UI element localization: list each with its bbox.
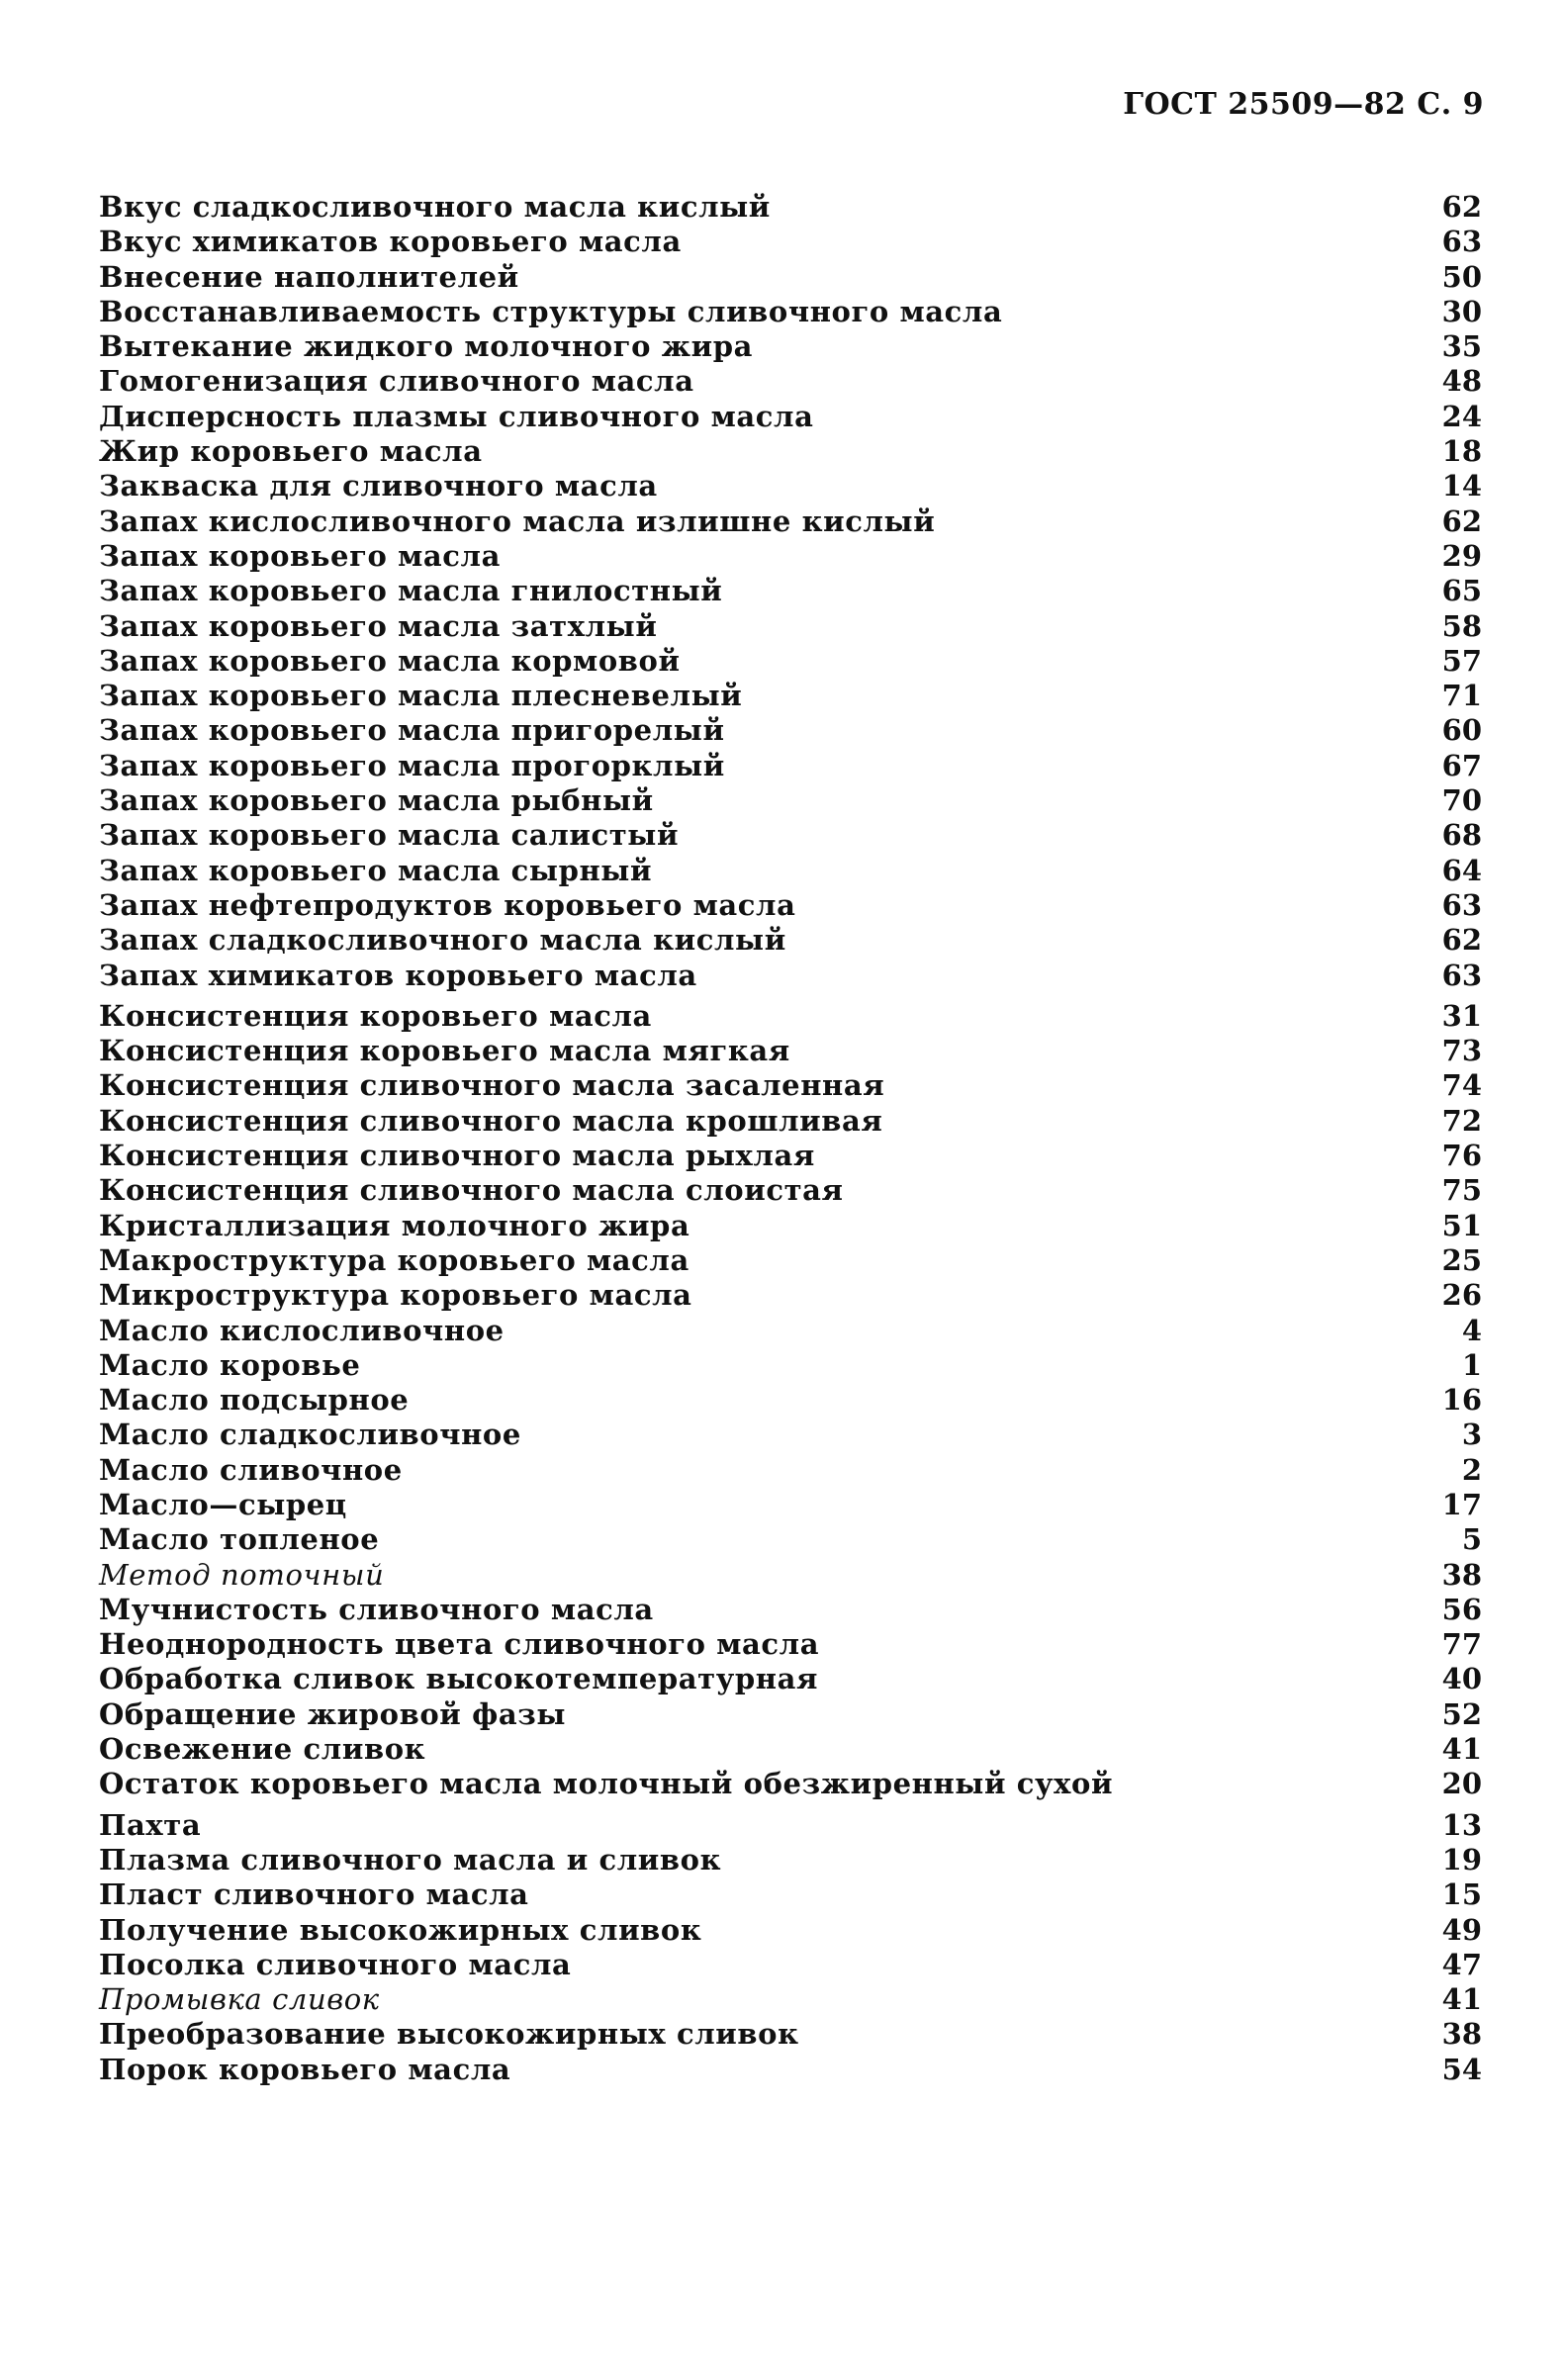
index-entry [99, 329, 1482, 364]
index-entry [99, 1767, 1482, 1801]
index-page-number: 16 [1441, 1383, 1482, 1418]
index-term: Промывка сливок [99, 1982, 380, 2017]
index-page-number: 65 [1441, 574, 1482, 608]
index-entry [99, 1732, 1482, 1767]
index-entry [99, 400, 1482, 434]
index-entry [99, 574, 1482, 608]
index-page-number: 29 [1441, 538, 1482, 573]
index-page-number: 14 [1441, 469, 1482, 503]
index-term: Запах кислосливочного масла излишне кислый [99, 503, 936, 538]
index-page-number: 38 [1441, 1557, 1482, 1592]
index-entry [99, 1243, 1482, 1278]
index-page-number: 60 [1441, 713, 1482, 748]
index-page-number: 25 [1441, 1242, 1482, 1277]
index-page-number: 24 [1441, 399, 1482, 433]
index-term: Метод поточный [99, 1557, 385, 1592]
index-entry [99, 679, 1482, 713]
index-entry [99, 959, 1482, 993]
index-page-number: 2 [1461, 1452, 1482, 1487]
index-entry [99, 295, 1482, 329]
index-term: Масло сладкосливочное [99, 1418, 521, 1452]
index-page-number: 54 [1441, 2052, 1482, 2086]
index-term: Запах химикатов коровьего масла [99, 958, 697, 992]
index-term: Пласт сливочного масла [99, 1877, 529, 1912]
index-entry [99, 783, 1482, 818]
index-entry [99, 1697, 1482, 1732]
index-page-number: 73 [1441, 1034, 1482, 1068]
index-entry [99, 1314, 1482, 1348]
index-entry [99, 504, 1482, 539]
index-entry [99, 999, 1482, 1034]
index-term: Запах коровьего масла пригорелый [99, 713, 725, 748]
index-entry [99, 1808, 1482, 1843]
index-page-number: 47 [1441, 1947, 1482, 1981]
index-entry [99, 609, 1482, 644]
index-page-number: 62 [1441, 190, 1482, 224]
index-term: Внесение наполнителей [99, 259, 519, 294]
index-page-number: 72 [1441, 1103, 1482, 1138]
index-term: Запах коровьего масла плесневелый [99, 679, 743, 713]
index-page-number: 75 [1441, 1173, 1482, 1208]
index-entry [99, 1627, 1482, 1662]
index-entry [99, 225, 1482, 259]
index-term: Пахта [99, 1807, 202, 1842]
index-page-number: 62 [1441, 503, 1482, 538]
index-page-number: 68 [1441, 818, 1482, 853]
index-page-number: 67 [1441, 748, 1482, 782]
index-page-number: 57 [1441, 643, 1482, 678]
index-term: Жир коровьего масла [99, 434, 483, 469]
index-term: Консистенция коровьего масла [99, 998, 652, 1033]
index-term: Преобразование высокожирных сливок [99, 2017, 799, 2052]
index-page-number: 18 [1441, 434, 1482, 469]
index-entry [99, 1662, 1482, 1696]
index-entry [99, 1913, 1482, 1948]
index-term: Запах коровьего масла рыбный [99, 783, 654, 818]
index-term: Обработка сливок высокотемпературная [99, 1662, 819, 1696]
index-entry [99, 749, 1482, 783]
index-page-number: 64 [1441, 853, 1482, 887]
index-page-number: 41 [1441, 1732, 1482, 1767]
index-entry [99, 469, 1482, 503]
index-term: Запах коровьего масла кормовой [99, 643, 681, 678]
index-entry [99, 1982, 1482, 2017]
page-header: ГОСТ 25509—82 С. 9 [1123, 87, 1484, 122]
index-entry [99, 888, 1482, 923]
index-term: Получение высокожирных сливок [99, 1912, 702, 1947]
index-term: Запах сладкосливочного масла кислый [99, 923, 786, 958]
index-entry [99, 1209, 1482, 1243]
index-page-number: 74 [1441, 1068, 1482, 1103]
index-term: Вытекание жидкого молочного жира [99, 329, 754, 364]
index-term: Масло топленое [99, 1522, 380, 1557]
index-term: Дисперсность плазмы сливочного масла [99, 399, 814, 433]
index-term: Остаток коровьего масла молочный обезжиренный сухой [99, 1767, 1114, 1801]
index-entry [99, 434, 1482, 469]
index-term: Масло кислосливочное [99, 1313, 505, 1347]
index-entry [99, 2053, 1482, 2087]
index-term: Освежение сливок [99, 1732, 426, 1767]
index-entry [99, 1139, 1482, 1173]
index-term: Запах коровьего масла салистый [99, 818, 680, 853]
term-index-list [99, 190, 1482, 2087]
index-entry [99, 1593, 1482, 1627]
index-term: Посолка сливочного масла [99, 1947, 572, 1981]
index-entry [99, 1522, 1482, 1557]
index-page-number: 76 [1441, 1139, 1482, 1173]
index-term: Масло—сырец [99, 1487, 347, 1521]
index-page-number: 63 [1441, 958, 1482, 992]
index-entry [99, 1173, 1482, 1208]
index-entry [99, 1558, 1482, 1593]
index-entry [99, 2017, 1482, 2052]
index-page-number: 17 [1441, 1487, 1482, 1521]
index-term: Консистенция сливочного масла засаленная [99, 1068, 885, 1103]
index-page-number: 51 [1441, 1208, 1482, 1242]
index-entry [99, 713, 1482, 748]
index-term: Гомогенизация сливочного масла [99, 364, 694, 399]
index-page-number: 70 [1441, 783, 1482, 818]
index-entry [99, 818, 1482, 853]
index-term: Плазма сливочного масла и сливок [99, 1842, 722, 1877]
index-term: Запах коровьего масла [99, 538, 501, 573]
index-page-number: 63 [1441, 225, 1482, 259]
index-page-number: 26 [1441, 1278, 1482, 1313]
index-page-number: 40 [1441, 1662, 1482, 1696]
index-page-number: 20 [1441, 1767, 1482, 1801]
index-term: Восстанавливаемость структуры сливочного масла [99, 294, 1003, 328]
index-term: Запах коровьего масла затхлый [99, 608, 658, 643]
index-page-number: 1 [1461, 1347, 1482, 1382]
index-page-number: 77 [1441, 1627, 1482, 1662]
index-page-number: 35 [1441, 329, 1482, 364]
index-entry [99, 260, 1482, 295]
index-page-number: 15 [1441, 1877, 1482, 1912]
index-entry [99, 854, 1482, 888]
index-term: Масло сливочное [99, 1452, 403, 1487]
index-entry [99, 364, 1482, 399]
index-entry [99, 1348, 1482, 1383]
index-entry [99, 1068, 1482, 1103]
index-entry [99, 1948, 1482, 1982]
index-term: Макроструктура коровьего масла [99, 1242, 689, 1277]
index-term: Микроструктура коровьего масла [99, 1278, 692, 1313]
index-term: Закваска для сливочного масла [99, 469, 658, 503]
index-page-number: 49 [1441, 1912, 1482, 1947]
index-page-number: 13 [1441, 1807, 1482, 1842]
index-page-number: 4 [1461, 1313, 1482, 1347]
index-page-number: 5 [1461, 1522, 1482, 1557]
index-term: Консистенция сливочного масла крошливая [99, 1103, 883, 1138]
index-entry [99, 1418, 1482, 1452]
index-term: Обращение жировой фазы [99, 1696, 567, 1731]
index-entry [99, 1034, 1482, 1068]
index-term: Консистенция коровьего масла мягкая [99, 1034, 790, 1068]
index-page-number: 62 [1441, 923, 1482, 958]
index-page-number: 19 [1441, 1842, 1482, 1877]
index-entry [99, 644, 1482, 679]
index-page-number: 50 [1441, 259, 1482, 294]
index-page-number: 52 [1441, 1696, 1482, 1731]
index-entry [99, 1104, 1482, 1139]
index-entry [99, 190, 1482, 225]
index-entry [99, 1843, 1482, 1877]
index-page-number: 63 [1441, 887, 1482, 922]
index-entry [99, 1278, 1482, 1313]
index-page-number: 58 [1441, 608, 1482, 643]
index-term: Запах коровьего масла гнилостный [99, 574, 723, 608]
index-page-number: 48 [1441, 364, 1482, 399]
index-page-number: 41 [1441, 1982, 1482, 2017]
index-page-number: 30 [1441, 294, 1482, 328]
index-entry [99, 1877, 1482, 1912]
index-term: Кристаллизация молочного жира [99, 1208, 690, 1242]
index-term: Вкус химикатов коровьего масла [99, 225, 682, 259]
index-term: Масло коровье [99, 1347, 361, 1382]
index-term: Консистенция сливочного масла рыхлая [99, 1139, 815, 1173]
index-page-number: 31 [1441, 998, 1482, 1033]
index-page-number: 56 [1441, 1592, 1482, 1626]
index-term: Запах коровьего масла прогорклый [99, 748, 725, 782]
index-term: Вкус сладкосливочного масла кислый [99, 190, 771, 224]
index-page-number: 71 [1441, 679, 1482, 713]
index-term: Консистенция сливочного масла слоистая [99, 1173, 844, 1208]
index-entry [99, 1488, 1482, 1522]
index-term: Запах нефтепродуктов коровьего масла [99, 887, 796, 922]
index-term: Неоднородность цвета сливочного масла [99, 1627, 820, 1662]
index-term: Порок коровьего масла [99, 2052, 511, 2086]
index-entry [99, 1453, 1482, 1488]
index-page-number: 38 [1441, 2017, 1482, 2052]
index-term: Запах коровьего масла сырный [99, 853, 653, 887]
index-page-number: 3 [1461, 1418, 1482, 1452]
index-entry [99, 923, 1482, 958]
index-term: Масло подсырное [99, 1383, 410, 1418]
index-entry [99, 1383, 1482, 1418]
index-term: Мучнистость сливочного масла [99, 1592, 654, 1626]
index-entry [99, 539, 1482, 574]
